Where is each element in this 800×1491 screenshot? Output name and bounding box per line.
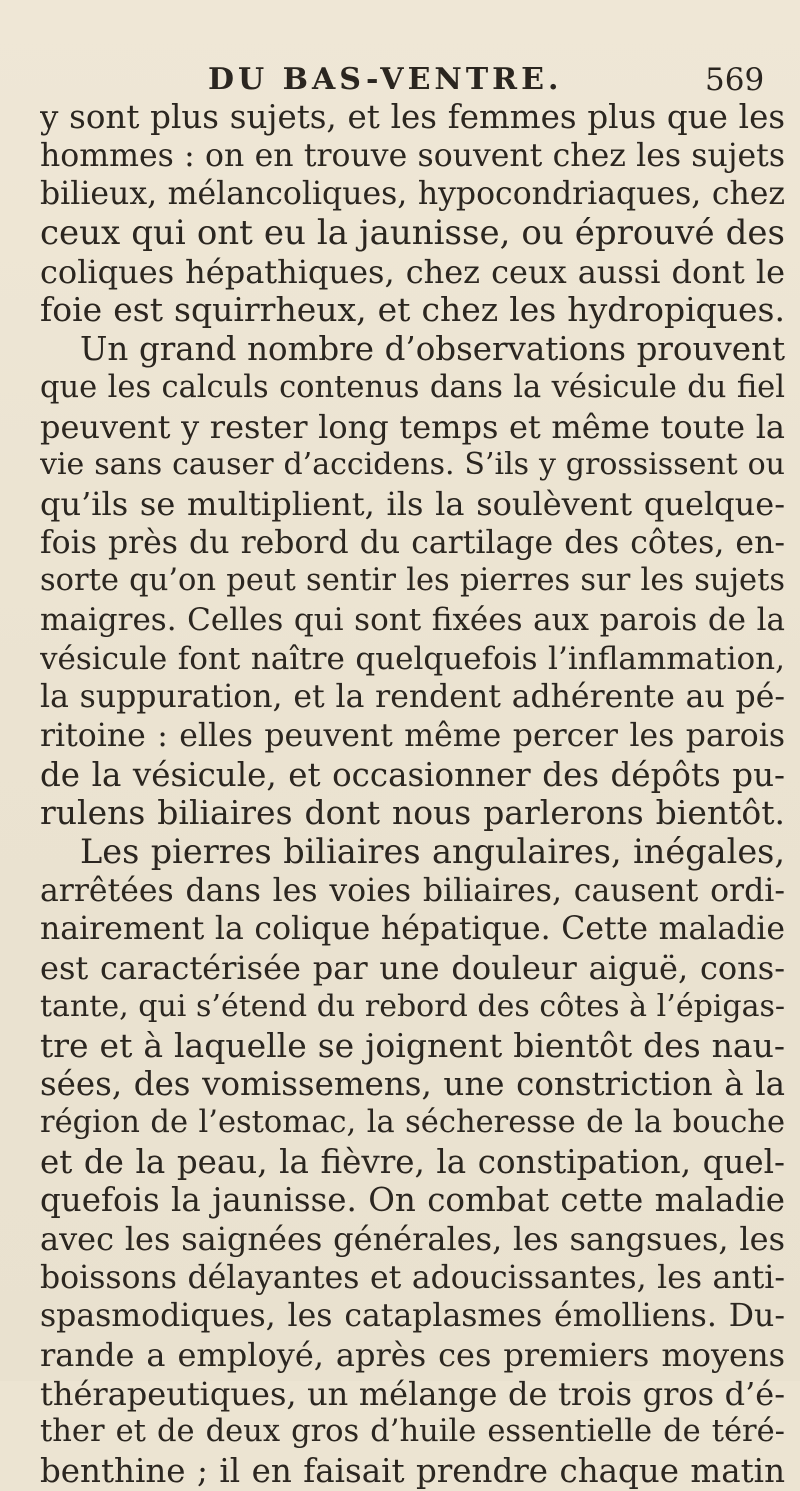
text-line: thérapeutiques, un mélange de trois gros d’é- [40, 1374, 785, 1413]
text-line: ceux qui ont eu la jaunisse, ou éprouvé des [40, 214, 785, 253]
text-line: hommes : on en trouve souvent chez les sujets [40, 137, 785, 174]
text-line: sorte qu’on peut sentir les pierres sur les sujets [40, 563, 785, 599]
text-line: rulens biliaires dont nous parlerons bientôt. [40, 794, 785, 833]
text-line: région de l’estomac, la sécheresse de la bouche [40, 1104, 785, 1140]
text-line: qu’ils se multiplient, ils la soulèvent quelque- [40, 484, 785, 523]
text-line: bilieux, mélancoliques, hypocondriaques, chez [40, 176, 785, 213]
text-line: tre et à laquelle se joignent bientôt des nau- [40, 1026, 785, 1065]
text-line: est caractérisée par une douleur aiguë, cons- [40, 949, 785, 988]
text-line: y sont plus sujets, et les femmes plus que les [40, 98, 785, 136]
text-line: avec les saignées générales, les sangsues, les [40, 1219, 785, 1258]
text-line: foie est squirrheux, et chez les hydropiques. [40, 291, 785, 330]
running-title: DU BAS-VENTRE. [208, 62, 563, 97]
text-line: maigres. Celles qui sont fixées aux parois de la [40, 601, 785, 638]
text-line: nairement la colique hépatique. Cette maladie [40, 911, 785, 948]
text-line: arrêtées dans les voies biliaires, causent ordi- [40, 872, 785, 909]
text-line: la suppuration, et la rendent adhérente au pé- [40, 679, 785, 716]
text-line: vésicule font naître quelquefois l’inflammation, [40, 640, 785, 677]
text-line: sées, des vomissemens, une constriction à la [40, 1065, 785, 1104]
text-line: tante, qui s’étend du rebord des côtes à l’épigas- [40, 988, 785, 1024]
text-line: vie sans causer d’accidens. S’ils y grossissent ou [40, 447, 785, 483]
text-line: ritoine : elles peuvent même percer les parois [40, 718, 785, 754]
text-line: spasmodiques, les cataplasmes émolliens. Du- [40, 1298, 785, 1335]
text-line: que les calculs contenus dans la vésicule du fiel [40, 369, 785, 405]
text-line: rande a employé, après ces premiers moyens [40, 1336, 785, 1374]
text-line: quefois la jaunisse. On combat cette maladie [40, 1181, 785, 1220]
text-line: peuvent y rester long temps et même toute la [40, 407, 785, 446]
running-head [0, 62, 800, 102]
text-line: benthine ; il en faisait prendre chaque matin [40, 1452, 785, 1491]
text-line: fois près du rebord du cartilage des côtes, en- [40, 524, 785, 561]
body-text [40, 98, 785, 1491]
text-line: boissons délayantes et adoucissantes, les anti- [40, 1259, 785, 1296]
text-line: de la vésicule, et occasionner des dépôts pu- [40, 755, 785, 794]
text-line: Un grand nombre d’observations prouvent [80, 330, 785, 369]
text-line: ther et de deux gros d’huile essentielle de téré- [40, 1414, 785, 1450]
page-number: 569 [705, 62, 765, 98]
text-line: coliques hépathiques, chez ceux aussi dont le [40, 252, 785, 291]
text-line: Les pierres biliaires angulaires, inégales, [80, 833, 785, 872]
text-line: et de la peau, la fièvre, la constipation, quel- [40, 1142, 785, 1181]
